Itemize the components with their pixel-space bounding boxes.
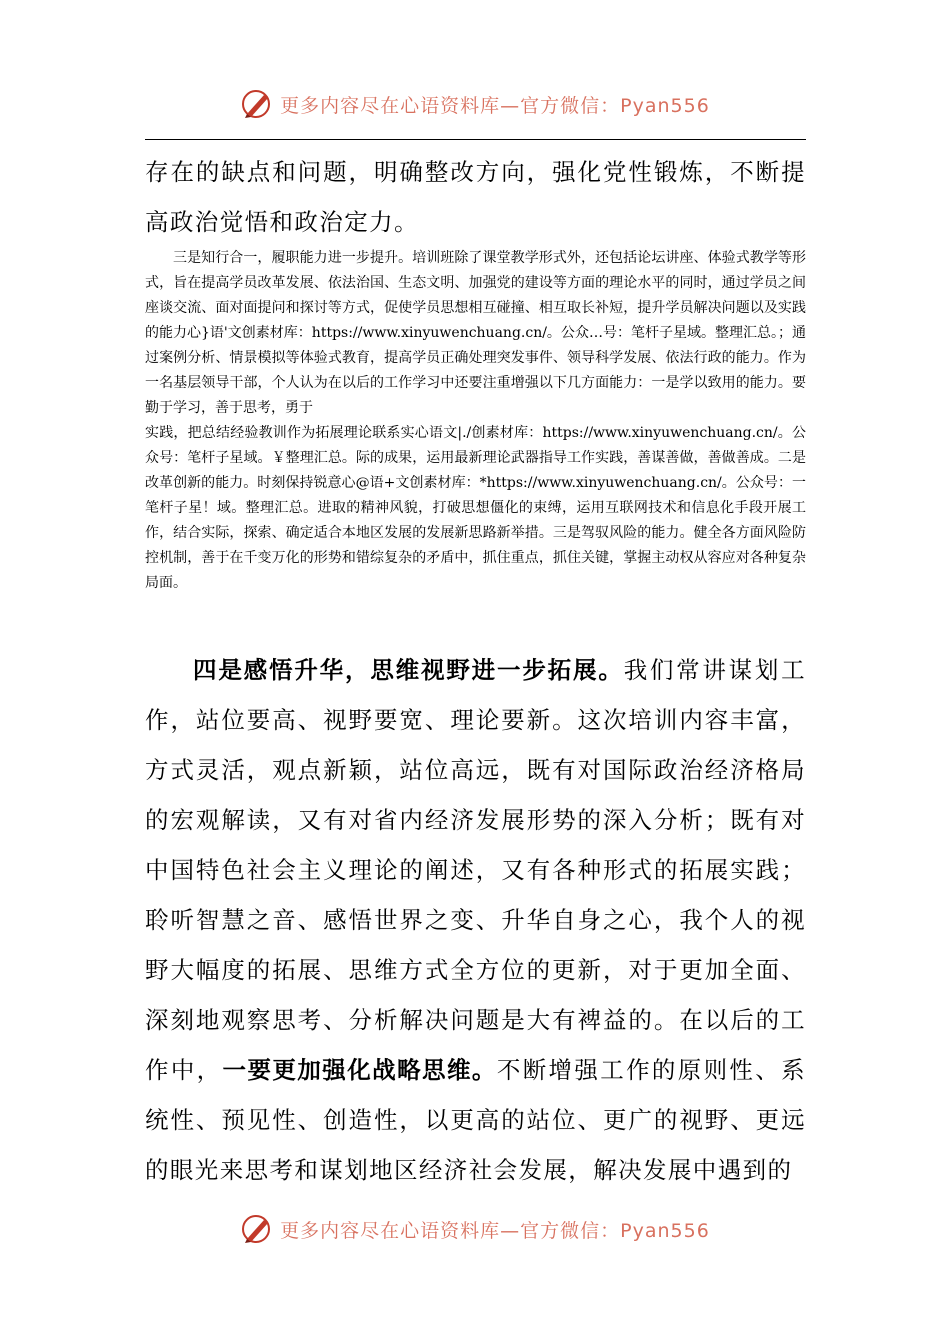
footer-banner — [0, 1209, 950, 1249]
paragraph-2b-text: 实践，把总结经验教训作为拓展理论联系实心语文|./创素材库：https://www.xinyuwenchuang.cn/。公众号：笔杆子星域。￥整理汇总。际的成果，运用最新理论武器指导工作实践，善谋善做，善做善成。二是改革创新的能力。时刻保持锐意心@语+文创素材库：*https://www.xinyuwenchuang.cn/。公众号：一笔杆子星！域。整理汇总。进取的精神风貌，打破思想僵化的束缚，运用互联网技术和信息化手段开展工作，结合实际，探索、确定适合本地区发展的发展新思路新举措。三是驾驭风险的能力。健全各方面风险防控机制，善于在千变万化的形势和错综复杂的矛盾中，抓住重点，抓住关键，掌握主动权从容应对各种复杂局面。 — [145, 425, 806, 591]
heading-strategic: 一要更加强化战略思维。 — [222, 1056, 497, 1084]
paragraph-1-text: 存在的缺点和问题，明确整改方向，强化党性锻炼，不断提高政治觉悟和政治定力。 — [145, 158, 806, 236]
paragraph-3 — [145, 645, 806, 1195]
footer-banner-text: 更多内容尽在心语资料库—官方微信：Pyan556 — [280, 1219, 710, 1242]
pen-logo-icon — [240, 87, 274, 121]
paragraph-1 — [145, 147, 806, 247]
paragraph-2a-text: 三是知行合一，履职能力进一步提升。培训班除了课堂教学形式外，还包括论坛讲座、体验式教学等形式，旨在提高学员改革发展、依法治国、生态文明、加强党的建设等方面的理论水平的同时，通过学员之间座谈交流、面对面提问和探讨等方式，促使学员思想相互碰撞、相互取长补短，提升学员解决问题以及实践的能力心}语'文创素材库：https://www.xinyuwenchuang.cn/。公众…号：笔杆子星域。整理汇总。；通过案例分析、情景模拟等体验式教育，提高学员正确处理突发事件、领导科学发展、依法行政的能力。作为一名基层领导干部，个人认为在以后的工作学习中还要注重增强以下几方面能力：一是学以致用的能力。要勤于学习，善于思考，勇于 — [145, 250, 806, 416]
paragraph-3-body-2: 不断增强工作的原则性、系统性、预见性、创造性，以更高的站位、更广的视野、更远的眼光来思考和谋划地区经济社会发展，解决发展中遇到的 — [145, 1056, 807, 1184]
heading-four: 四是感悟升华，思维视野进一步拓展。 — [193, 656, 624, 684]
paragraph-3-body-1: 我们常讲谋划工作，站位要高、视野要宽、理论要新。这次培训内容丰富，方式灵活，观点新颖，站位高远，既有对国际政治经济格局的宏观解读，又有对省内经济发展形势的深入分析；既有对中国特色社会主义理论的阐述，又有各种形式的拓展实践；聆听智慧之音、感悟世界之变、升华自身之心，我个人的视野大幅度的拓展、思维方式全方位的更新，对于更加全面、深刻地观察思考、分析解决问题是大有裨益的。在以后的工作中， — [145, 656, 806, 1084]
header-banner-text: 更多内容尽在心语资料库—官方微信：Pyan556 — [280, 94, 710, 117]
header-banner — [0, 84, 950, 124]
pen-logo-icon — [240, 1212, 274, 1246]
paragraph-3-text — [145, 645, 806, 1195]
header-rule — [145, 139, 806, 140]
paragraph-2 — [145, 246, 806, 596]
